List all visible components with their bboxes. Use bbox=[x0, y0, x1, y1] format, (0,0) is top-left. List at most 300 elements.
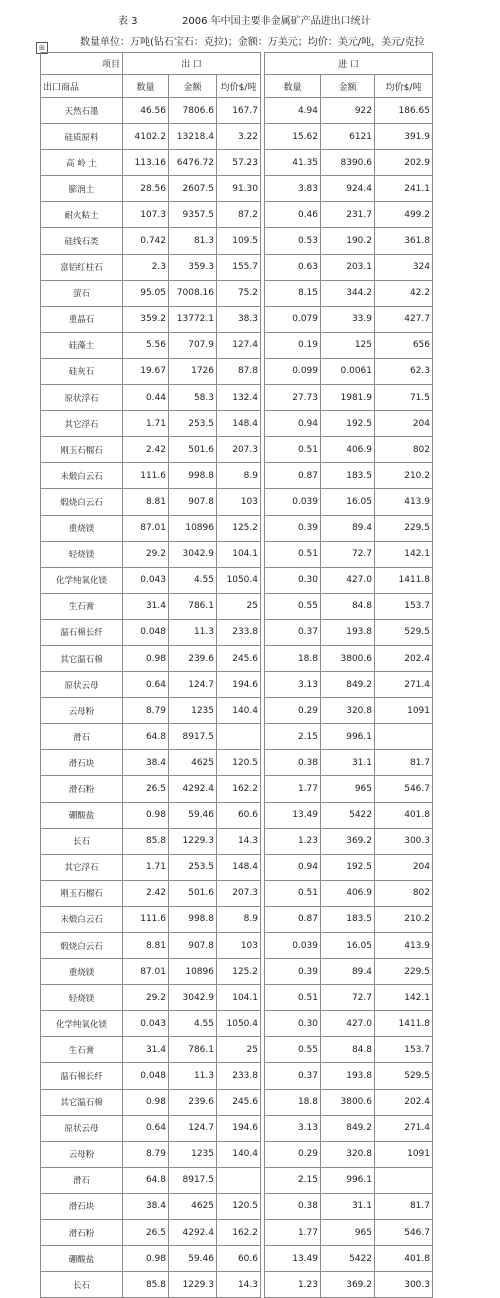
export-amount-cell: 2607.5 bbox=[169, 176, 217, 202]
table-row bbox=[41, 672, 433, 698]
table-row bbox=[41, 463, 433, 489]
export-amount-cell: 998.8 bbox=[169, 906, 217, 932]
import-amount-cell: 125 bbox=[321, 332, 375, 358]
product-name-cell: 生石膏 bbox=[41, 1037, 123, 1063]
table-row bbox=[41, 959, 433, 985]
import-price-cell: 204 bbox=[375, 854, 433, 880]
export-amount-cell: 13772.1 bbox=[169, 306, 217, 332]
export-price-cell: 38.3 bbox=[217, 306, 261, 332]
export-amount-cell: 4625 bbox=[169, 750, 217, 776]
export-quantity-cell: 0.742 bbox=[123, 228, 169, 254]
export-price-cell: 1050.4 bbox=[217, 1011, 261, 1037]
product-name-cell: 萤石 bbox=[41, 280, 123, 306]
export-amount-cell: 786.1 bbox=[169, 593, 217, 619]
export-price-cell: 14.3 bbox=[217, 1272, 261, 1298]
export-quantity-cell: 0.64 bbox=[123, 672, 169, 698]
import-amount-cell: 3800.6 bbox=[321, 645, 375, 671]
import-price-cell: 300.3 bbox=[375, 1272, 433, 1298]
export-amount-cell: 8917.5 bbox=[169, 724, 217, 750]
import-amount-cell: 996.1 bbox=[321, 724, 375, 750]
export-quantity-cell: 0.98 bbox=[123, 802, 169, 828]
product-name-cell: 重晶石 bbox=[41, 306, 123, 332]
product-name-cell: 未煅白云石 bbox=[41, 906, 123, 932]
export-amount-cell: 501.6 bbox=[169, 437, 217, 463]
product-name-cell: 云母粉 bbox=[41, 1141, 123, 1167]
export-price-cell: 103 bbox=[217, 933, 261, 959]
export-price-cell: 14.3 bbox=[217, 828, 261, 854]
import-amount-cell: 192.5 bbox=[321, 854, 375, 880]
import-price-cell: 229.5 bbox=[375, 515, 433, 541]
export-quantity-cell: 0.048 bbox=[123, 1063, 169, 1089]
export-price-cell: 207.3 bbox=[217, 437, 261, 463]
export-amount-cell: 10896 bbox=[169, 515, 217, 541]
import-quantity-cell: 0.53 bbox=[265, 228, 321, 254]
table-row bbox=[41, 124, 433, 150]
table-row bbox=[41, 1063, 433, 1089]
import-amount-cell: 16.05 bbox=[321, 933, 375, 959]
import-quantity-cell: 0.39 bbox=[265, 959, 321, 985]
import-price-cell: 802 bbox=[375, 880, 433, 906]
table-row bbox=[41, 880, 433, 906]
import-quantity-cell: 0.94 bbox=[265, 411, 321, 437]
import-amount-cell: 192.5 bbox=[321, 411, 375, 437]
export-price-cell: 148.4 bbox=[217, 854, 261, 880]
table-row bbox=[41, 1246, 433, 1272]
import-quantity-cell: 0.079 bbox=[265, 306, 321, 332]
units-note: 数量单位：万吨(钻石宝石：克拉)；金额：万美元；均价：美元/吨，美元/克拉 bbox=[80, 37, 425, 48]
product-name-cell: 煅烧白云石 bbox=[41, 489, 123, 515]
export-price-cell: 125.2 bbox=[217, 515, 261, 541]
product-name-cell: 重烧镁 bbox=[41, 515, 123, 541]
product-name-cell: 长石 bbox=[41, 1272, 123, 1298]
export-quantity-cell: 28.56 bbox=[123, 176, 169, 202]
export-quantity-cell: 31.4 bbox=[123, 593, 169, 619]
import-price-cell: 81.7 bbox=[375, 750, 433, 776]
table-row bbox=[41, 1193, 433, 1219]
export-amount-cell: 1229.3 bbox=[169, 1272, 217, 1298]
export-quantity-cell: 0.64 bbox=[123, 1115, 169, 1141]
import-quantity-cell: 0.46 bbox=[265, 202, 321, 228]
product-name-cell: 滑石粉 bbox=[41, 776, 123, 802]
import-price-cell: 142.1 bbox=[375, 985, 433, 1011]
import-amount-cell: 8390.6 bbox=[321, 150, 375, 176]
import-quantity-cell: 0.63 bbox=[265, 254, 321, 280]
import-quantity-cell: 0.94 bbox=[265, 854, 321, 880]
import-amount-cell: 924.4 bbox=[321, 176, 375, 202]
import-quantity-cell: 0.29 bbox=[265, 1141, 321, 1167]
table-row bbox=[41, 1167, 433, 1193]
import-amount-cell: 231.7 bbox=[321, 202, 375, 228]
import-price-cell: 210.2 bbox=[375, 906, 433, 932]
table-row bbox=[41, 750, 433, 776]
product-name-cell: 刚玉石榴石 bbox=[41, 880, 123, 906]
import-price-cell bbox=[375, 1167, 433, 1193]
import-price-cell: 1411.8 bbox=[375, 1011, 433, 1037]
import-quantity-cell: 13.49 bbox=[265, 1246, 321, 1272]
table-row bbox=[41, 541, 433, 567]
import-quantity-cell: 27.73 bbox=[265, 385, 321, 411]
import-amount-cell: 996.1 bbox=[321, 1167, 375, 1193]
product-name-cell: 化学纯氧化镁 bbox=[41, 567, 123, 593]
import-amount-cell: 320.8 bbox=[321, 1141, 375, 1167]
export-quantity-cell: 26.5 bbox=[123, 776, 169, 802]
import-amount-cell: 193.8 bbox=[321, 619, 375, 645]
import-quantity-cell: 15.62 bbox=[265, 124, 321, 150]
import-amount-cell: 5422 bbox=[321, 802, 375, 828]
import-amount-cell: 89.4 bbox=[321, 959, 375, 985]
import-quantity-cell: 0.30 bbox=[265, 567, 321, 593]
import-price-cell: 241.1 bbox=[375, 176, 433, 202]
import-amount-cell: 344.2 bbox=[321, 280, 375, 306]
import-price-cell: 401.8 bbox=[375, 1246, 433, 1272]
table-row bbox=[41, 202, 433, 228]
export-quantity-cell: 0.98 bbox=[123, 1089, 169, 1115]
import-price-cell: 153.7 bbox=[375, 593, 433, 619]
import-amount-cell: 427.0 bbox=[321, 567, 375, 593]
import-price-cell: 186.65 bbox=[375, 98, 433, 124]
export-amount-cell: 1726 bbox=[169, 358, 217, 384]
product-name-cell: 硅灰石 bbox=[41, 358, 123, 384]
product-name-cell: 原状云母 bbox=[41, 1115, 123, 1141]
export-quantity-cell: 4102.2 bbox=[123, 124, 169, 150]
export-quantity-cell: 87.01 bbox=[123, 515, 169, 541]
document-header bbox=[0, 6, 500, 32]
table-row bbox=[41, 854, 433, 880]
export-quantity-cell: 38.4 bbox=[123, 750, 169, 776]
import-price-cell: 204 bbox=[375, 411, 433, 437]
export-price-cell: 87.8 bbox=[217, 358, 261, 384]
import-amount-cell: 849.2 bbox=[321, 672, 375, 698]
import-price-cell: 210.2 bbox=[375, 463, 433, 489]
export-amount-cell: 359.3 bbox=[169, 254, 217, 280]
product-name-cell: 硅线石类 bbox=[41, 228, 123, 254]
export-amount-cell: 4625 bbox=[169, 1193, 217, 1219]
import-price-cell: 546.7 bbox=[375, 776, 433, 802]
export-quantity-cell: 8.79 bbox=[123, 1141, 169, 1167]
import-quantity-cell: 0.38 bbox=[265, 1193, 321, 1219]
import-price-cell: 401.8 bbox=[375, 802, 433, 828]
import-amount-cell: 89.4 bbox=[321, 515, 375, 541]
product-name-cell: 硅藻土 bbox=[41, 332, 123, 358]
import-price-cell: 229.5 bbox=[375, 959, 433, 985]
import-quantity-cell: 3.13 bbox=[265, 1115, 321, 1141]
export-quantity-cell: 359.2 bbox=[123, 306, 169, 332]
export-price-cell: 162.2 bbox=[217, 776, 261, 802]
import-quantity-cell: 1.77 bbox=[265, 776, 321, 802]
export-price-cell: 25 bbox=[217, 1037, 261, 1063]
import-price-cell: 413.9 bbox=[375, 489, 433, 515]
export-price-cell: 104.1 bbox=[217, 541, 261, 567]
export-amount-cell: 6476.72 bbox=[169, 150, 217, 176]
table-row bbox=[41, 1115, 433, 1141]
import-quantity-cell: 0.29 bbox=[265, 698, 321, 724]
export-price-cell: 127.4 bbox=[217, 332, 261, 358]
table-row bbox=[41, 437, 433, 463]
product-name-cell: 硼酸盐 bbox=[41, 1246, 123, 1272]
table-row bbox=[41, 254, 433, 280]
table-row bbox=[41, 828, 433, 854]
export-quantity-cell: 8.79 bbox=[123, 698, 169, 724]
export-price-cell: 104.1 bbox=[217, 985, 261, 1011]
product-name-cell: 煅烧白云石 bbox=[41, 933, 123, 959]
import-price-cell: 202.4 bbox=[375, 1089, 433, 1115]
export-quantity-header: 数量 bbox=[123, 75, 169, 98]
import-quantity-cell: 1.77 bbox=[265, 1220, 321, 1246]
product-name-cell: 原状云母 bbox=[41, 672, 123, 698]
export-amount-cell: 11.3 bbox=[169, 619, 217, 645]
table-row bbox=[41, 332, 433, 358]
import-quantity-cell: 13.49 bbox=[265, 802, 321, 828]
export-amount-cell: 58.3 bbox=[169, 385, 217, 411]
export-price-cell: 87.2 bbox=[217, 202, 261, 228]
export-quantity-cell: 8.81 bbox=[123, 933, 169, 959]
export-price-cell: 60.6 bbox=[217, 1246, 261, 1272]
import-price-cell: 413.9 bbox=[375, 933, 433, 959]
export-quantity-cell: 2.42 bbox=[123, 437, 169, 463]
import-quantity-cell: 0.37 bbox=[265, 619, 321, 645]
export-amount-cell: 7806.6 bbox=[169, 98, 217, 124]
export-amount-cell: 1235 bbox=[169, 1141, 217, 1167]
export-amount-cell: 4.55 bbox=[169, 567, 217, 593]
import-quantity-cell: 0.30 bbox=[265, 1011, 321, 1037]
import-amount-cell: 427.0 bbox=[321, 1011, 375, 1037]
product-name-cell: 滑石 bbox=[41, 1167, 123, 1193]
export-price-cell: 148.4 bbox=[217, 411, 261, 437]
export-price-cell: 120.5 bbox=[217, 750, 261, 776]
export-amount-cell: 10896 bbox=[169, 959, 217, 985]
export-amount-cell: 13218.4 bbox=[169, 124, 217, 150]
import-quantity-cell: 1.23 bbox=[265, 1272, 321, 1298]
import-quantity-cell: 0.099 bbox=[265, 358, 321, 384]
table-row bbox=[41, 567, 433, 593]
import-quantity-cell: 0.51 bbox=[265, 541, 321, 567]
import-price-cell: 427.7 bbox=[375, 306, 433, 332]
export-amount-cell: 253.5 bbox=[169, 411, 217, 437]
export-quantity-cell: 31.4 bbox=[123, 1037, 169, 1063]
export-amount-cell: 4292.4 bbox=[169, 1220, 217, 1246]
product-name-cell: 高 岭 土 bbox=[41, 150, 123, 176]
product-name-cell: 轻烧镁 bbox=[41, 541, 123, 567]
export-amount-cell: 239.6 bbox=[169, 645, 217, 671]
export-quantity-cell: 111.6 bbox=[123, 463, 169, 489]
import-amount-cell: 406.9 bbox=[321, 437, 375, 463]
import-price-cell: 1091 bbox=[375, 1141, 433, 1167]
import-price-cell: 529.5 bbox=[375, 1063, 433, 1089]
import-quantity-cell: 18.8 bbox=[265, 645, 321, 671]
table-row bbox=[41, 619, 433, 645]
import-amount-header: 金额 bbox=[321, 75, 375, 98]
table-row bbox=[41, 802, 433, 828]
export-amount-cell: 1235 bbox=[169, 698, 217, 724]
import-quantity-cell: 2.15 bbox=[265, 1167, 321, 1193]
export-amount-cell: 7008.16 bbox=[169, 280, 217, 306]
import-amount-cell: 965 bbox=[321, 776, 375, 802]
import-quantity-cell: 4.94 bbox=[265, 98, 321, 124]
export-price-cell bbox=[217, 1167, 261, 1193]
export-price-cell: 233.8 bbox=[217, 1063, 261, 1089]
export-price-cell: 8.9 bbox=[217, 463, 261, 489]
import-price-cell: 656 bbox=[375, 332, 433, 358]
import-quantity-cell: 0.37 bbox=[265, 1063, 321, 1089]
table-row bbox=[41, 645, 433, 671]
export-quantity-cell: 0.44 bbox=[123, 385, 169, 411]
product-name-cell: 生石膏 bbox=[41, 593, 123, 619]
export-price-cell: 140.4 bbox=[217, 698, 261, 724]
product-name-cell: 温石棉长纤 bbox=[41, 619, 123, 645]
import-quantity-cell: 0.38 bbox=[265, 750, 321, 776]
export-amount-cell: 9357.5 bbox=[169, 202, 217, 228]
import-price-cell: 361.8 bbox=[375, 228, 433, 254]
export-price-header: 均价$/吨 bbox=[217, 75, 261, 98]
import-amount-cell: 965 bbox=[321, 1220, 375, 1246]
export-quantity-cell: 0.048 bbox=[123, 619, 169, 645]
table-row bbox=[41, 306, 433, 332]
import-amount-cell: 6121 bbox=[321, 124, 375, 150]
import-group-header: 进 口 bbox=[265, 53, 433, 75]
trade-statistics-table bbox=[40, 52, 433, 1298]
table-row bbox=[41, 1272, 433, 1298]
export-quantity-cell: 85.8 bbox=[123, 1272, 169, 1298]
import-amount-cell: 31.1 bbox=[321, 1193, 375, 1219]
import-amount-cell: 16.05 bbox=[321, 489, 375, 515]
export-amount-cell: 59.46 bbox=[169, 1246, 217, 1272]
product-name-cell: 原状浮石 bbox=[41, 385, 123, 411]
export-price-cell: 194.6 bbox=[217, 1115, 261, 1141]
header-row-groups bbox=[41, 53, 433, 75]
table-row bbox=[41, 228, 433, 254]
export-quantity-cell: 26.5 bbox=[123, 1220, 169, 1246]
import-amount-cell: 203.1 bbox=[321, 254, 375, 280]
import-quantity-cell: 0.87 bbox=[265, 463, 321, 489]
import-amount-cell: 369.2 bbox=[321, 828, 375, 854]
export-price-cell: 162.2 bbox=[217, 1220, 261, 1246]
import-price-cell: 546.7 bbox=[375, 1220, 433, 1246]
export-price-cell: 91.30 bbox=[217, 176, 261, 202]
export-quantity-cell: 29.2 bbox=[123, 985, 169, 1011]
export-amount-cell: 4.55 bbox=[169, 1011, 217, 1037]
import-amount-cell: 33.9 bbox=[321, 306, 375, 332]
export-quantity-cell: 19.67 bbox=[123, 358, 169, 384]
export-amount-cell: 59.46 bbox=[169, 802, 217, 828]
import-amount-cell: 31.1 bbox=[321, 750, 375, 776]
import-quantity-cell: 0.51 bbox=[265, 880, 321, 906]
export-quantity-cell: 95.05 bbox=[123, 280, 169, 306]
product-name-cell: 云母粉 bbox=[41, 698, 123, 724]
import-amount-cell: 72.7 bbox=[321, 541, 375, 567]
table-row bbox=[41, 1089, 433, 1115]
product-name-cell: 滑石粉 bbox=[41, 1220, 123, 1246]
export-amount-cell: 124.7 bbox=[169, 672, 217, 698]
export-amount-cell: 11.3 bbox=[169, 1063, 217, 1089]
table-move-handle-icon[interactable]: ⊞ bbox=[36, 42, 48, 54]
export-price-cell: 75.2 bbox=[217, 280, 261, 306]
export-amount-cell: 4292.4 bbox=[169, 776, 217, 802]
export-quantity-cell: 0.98 bbox=[123, 1246, 169, 1272]
table-row bbox=[41, 98, 433, 124]
product-name-cell: 硼酸盐 bbox=[41, 802, 123, 828]
import-price-cell: 42.2 bbox=[375, 280, 433, 306]
export-price-cell: 25 bbox=[217, 593, 261, 619]
export-quantity-cell: 5.56 bbox=[123, 332, 169, 358]
export-price-cell: 245.6 bbox=[217, 645, 261, 671]
import-price-cell: 300.3 bbox=[375, 828, 433, 854]
product-name-cell: 硅质原料 bbox=[41, 124, 123, 150]
table-row bbox=[41, 776, 433, 802]
table-row bbox=[41, 515, 433, 541]
import-amount-cell: 849.2 bbox=[321, 1115, 375, 1141]
table-row bbox=[41, 698, 433, 724]
table-row bbox=[41, 411, 433, 437]
import-amount-cell: 72.7 bbox=[321, 985, 375, 1011]
export-amount-cell: 81.3 bbox=[169, 228, 217, 254]
import-quantity-cell: 3.13 bbox=[265, 672, 321, 698]
export-price-cell: 1050.4 bbox=[217, 567, 261, 593]
import-quantity-cell: 0.55 bbox=[265, 593, 321, 619]
export-amount-cell: 3042.9 bbox=[169, 985, 217, 1011]
import-price-cell: 1411.8 bbox=[375, 567, 433, 593]
import-amount-cell: 0.0061 bbox=[321, 358, 375, 384]
export-quantity-cell: 38.4 bbox=[123, 1193, 169, 1219]
product-name-cell: 其它浮石 bbox=[41, 854, 123, 880]
import-price-cell: 499.2 bbox=[375, 202, 433, 228]
export-amount-cell: 8917.5 bbox=[169, 1167, 217, 1193]
import-price-cell: 391.9 bbox=[375, 124, 433, 150]
export-quantity-cell: 1.71 bbox=[123, 854, 169, 880]
export-price-cell: 167.7 bbox=[217, 98, 261, 124]
export-quantity-cell: 0.043 bbox=[123, 567, 169, 593]
product-header: 出口商品 bbox=[41, 75, 123, 98]
export-price-cell: 140.4 bbox=[217, 1141, 261, 1167]
product-name-cell: 刚玉石榴石 bbox=[41, 437, 123, 463]
header-row-columns bbox=[41, 75, 433, 98]
import-amount-cell: 369.2 bbox=[321, 1272, 375, 1298]
export-quantity-cell: 1.71 bbox=[123, 411, 169, 437]
import-price-cell: 202.4 bbox=[375, 645, 433, 671]
export-group-header: 出 口 bbox=[123, 53, 261, 75]
product-name-cell: 化学纯氧化镁 bbox=[41, 1011, 123, 1037]
table-row bbox=[41, 1037, 433, 1063]
export-quantity-cell: 2.42 bbox=[123, 880, 169, 906]
product-name-cell: 未煅白云石 bbox=[41, 463, 123, 489]
import-quantity-cell: 0.19 bbox=[265, 332, 321, 358]
export-quantity-cell: 0.043 bbox=[123, 1011, 169, 1037]
export-price-cell: 132.4 bbox=[217, 385, 261, 411]
import-price-header: 均价$/吨 bbox=[375, 75, 433, 98]
export-price-cell: 57.23 bbox=[217, 150, 261, 176]
export-price-cell: 233.8 bbox=[217, 619, 261, 645]
import-price-cell: 529.5 bbox=[375, 619, 433, 645]
import-amount-cell: 183.5 bbox=[321, 906, 375, 932]
export-amount-cell: 239.6 bbox=[169, 1089, 217, 1115]
import-amount-cell: 320.8 bbox=[321, 698, 375, 724]
import-quantity-cell: 0.55 bbox=[265, 1037, 321, 1063]
export-price-cell: 103 bbox=[217, 489, 261, 515]
import-price-cell: 81.7 bbox=[375, 1193, 433, 1219]
export-price-cell: 245.6 bbox=[217, 1089, 261, 1115]
table-row bbox=[41, 593, 433, 619]
export-quantity-cell: 85.8 bbox=[123, 828, 169, 854]
export-price-cell: 155.7 bbox=[217, 254, 261, 280]
import-quantity-cell: 0.039 bbox=[265, 489, 321, 515]
import-quantity-cell: 0.51 bbox=[265, 437, 321, 463]
import-quantity-cell: 0.039 bbox=[265, 933, 321, 959]
product-name-cell: 天然石墨 bbox=[41, 98, 123, 124]
product-name-cell: 膨润土 bbox=[41, 176, 123, 202]
import-quantity-cell: 0.51 bbox=[265, 985, 321, 1011]
table-row bbox=[41, 489, 433, 515]
import-amount-cell: 5422 bbox=[321, 1246, 375, 1272]
product-name-cell: 温石棉长纤 bbox=[41, 1063, 123, 1089]
